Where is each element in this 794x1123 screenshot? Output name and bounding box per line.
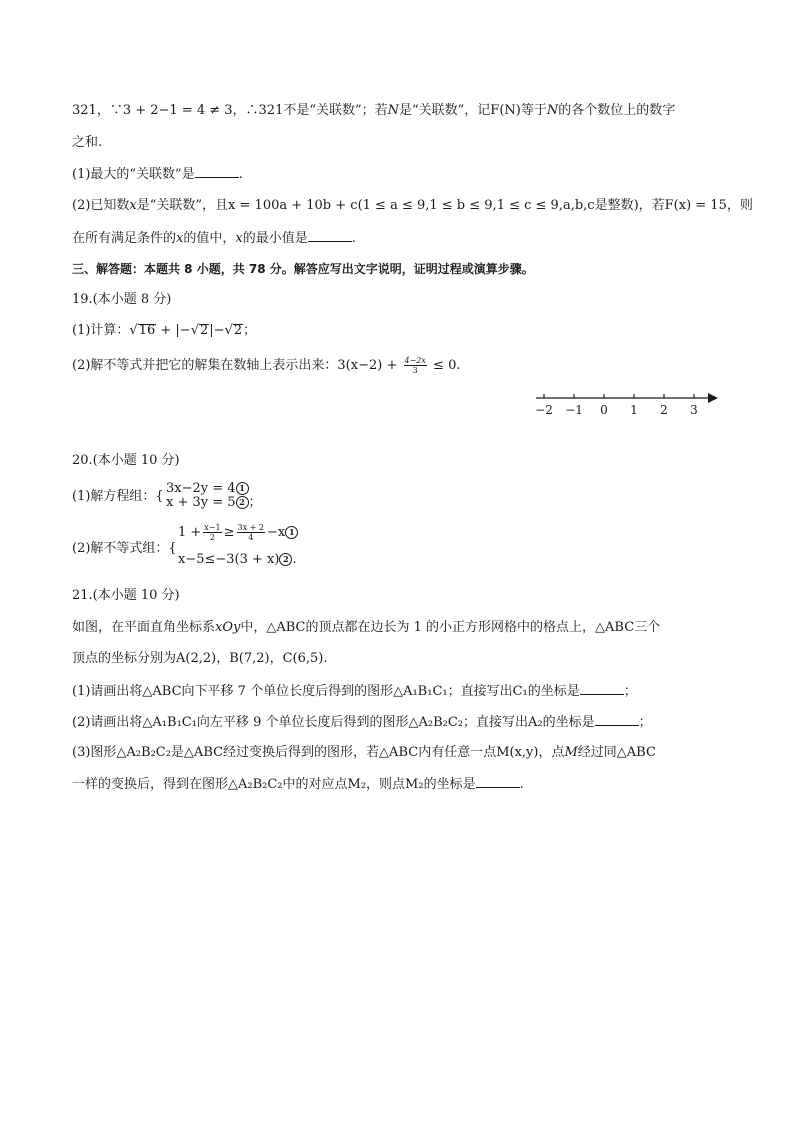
number-line-label: 1	[630, 403, 638, 417]
q21-header: 21.(本小题 10 分)	[72, 588, 180, 603]
q20-header: 20.(本小题 10 分)	[72, 453, 180, 468]
q19-header: 19.(本小题 8 分)	[72, 292, 172, 307]
answer-blank[interactable]	[308, 230, 352, 242]
answer-blank[interactable]	[195, 166, 239, 178]
number-line-label: −2	[535, 403, 553, 417]
section-heading: 三、解答题：本题共 8 小题，共 78 分。解答应写出文字说明，证明过程或演算步骤。	[72, 262, 534, 276]
q18-part1: (1)最大的“关联数”是 .	[72, 167, 243, 182]
q18-line2: 之和.	[72, 135, 103, 150]
q20-part2-label: (2)解不等式组：{	[72, 541, 177, 556]
arrow-icon	[708, 393, 718, 403]
circle-number: 1	[236, 482, 249, 495]
number-line-label: 0	[600, 403, 608, 417]
number-line-label: 3	[690, 403, 698, 417]
equation-2: x + 3y = 5 2 ；	[166, 495, 262, 510]
q21-intro-line1: 如图，在平面直角坐标系xOy中，△ABC的顶点都在边长为 1 的小正方形网格中的格点上，△ABC三个	[72, 620, 661, 635]
q18-line1: 321，∵3 + 2−1 = 4 ≠ 3，∴321不是“关联数”；若N是“关联数”，记F(N)等于N的各个数位上的数字	[72, 103, 676, 118]
q21-part2: (2)请画出将△A₁B₁C₁向左平移 9 个单位长度后得到的图形△A₂B₂C₂；直接写出A₂的坐标是 ；	[72, 715, 652, 730]
circle-number: 2	[279, 553, 292, 566]
q21-part3-line1: (3)图形△A₂B₂C₂是△ABC经过变换后得到的图形，若△ABC内有任意一点M(x,y)，点M经过同△ABC	[72, 745, 656, 760]
inequality-1: 1 + $\frac{x-1}{2}$ ≥ $\frac{3x + 2}{4}$ −x 1	[178, 523, 298, 542]
answer-blank[interactable]	[580, 683, 624, 695]
number-line-label: 2	[660, 403, 668, 417]
circle-number: 2	[236, 496, 249, 509]
number-line	[530, 388, 730, 422]
q21-intro-line2: 顶点的坐标分别为A(2,2)，B(7,2)，C(6,5).	[72, 651, 328, 666]
q20-part1-label: (1)解方程组：{	[72, 489, 164, 504]
answer-blank[interactable]	[595, 714, 639, 726]
circle-number: 1	[285, 526, 298, 539]
fraction: $\frac{4-2x}{3}$	[404, 356, 426, 375]
q18-part2-line2: 在所有满足条件的x的值中，x的最小值是 .	[72, 231, 356, 246]
q19-part2: (2)解不等式并把它的解集在数轴上表示出来：3(x−2) + $\frac{4-2x}{3}$ ≤ 0.	[72, 356, 461, 375]
q18-part2-line1: (2)已知数x是“关联数”，且x = 100a + 10b + c(1 ≤ a ≤ 9,1 ≤ b ≤ 9,1 ≤ c ≤ 9,a,b,c是整数)，若F(x) = 15，则	[72, 198, 753, 213]
q21-part3-line2: 一样的变换后，得到在图形△A₂B₂C₂中的对应点M₂，则点M₂的坐标是 .	[72, 777, 524, 792]
equation-1: 3x−2y = 4 1	[166, 482, 249, 495]
number-line-label: −1	[565, 403, 583, 417]
inequality-2: x−5≤−3(3 + x) 2 .	[178, 552, 297, 567]
answer-blank[interactable]	[476, 776, 520, 788]
q21-part1: (1)请画出将△ABC向下平移 7 个单位长度后得到的图形△A₁B₁C₁；直接写出C₁的坐标是 ；	[72, 684, 637, 699]
q19-part1: (1)计算：√16 + |−√2|−√2；	[72, 323, 257, 338]
